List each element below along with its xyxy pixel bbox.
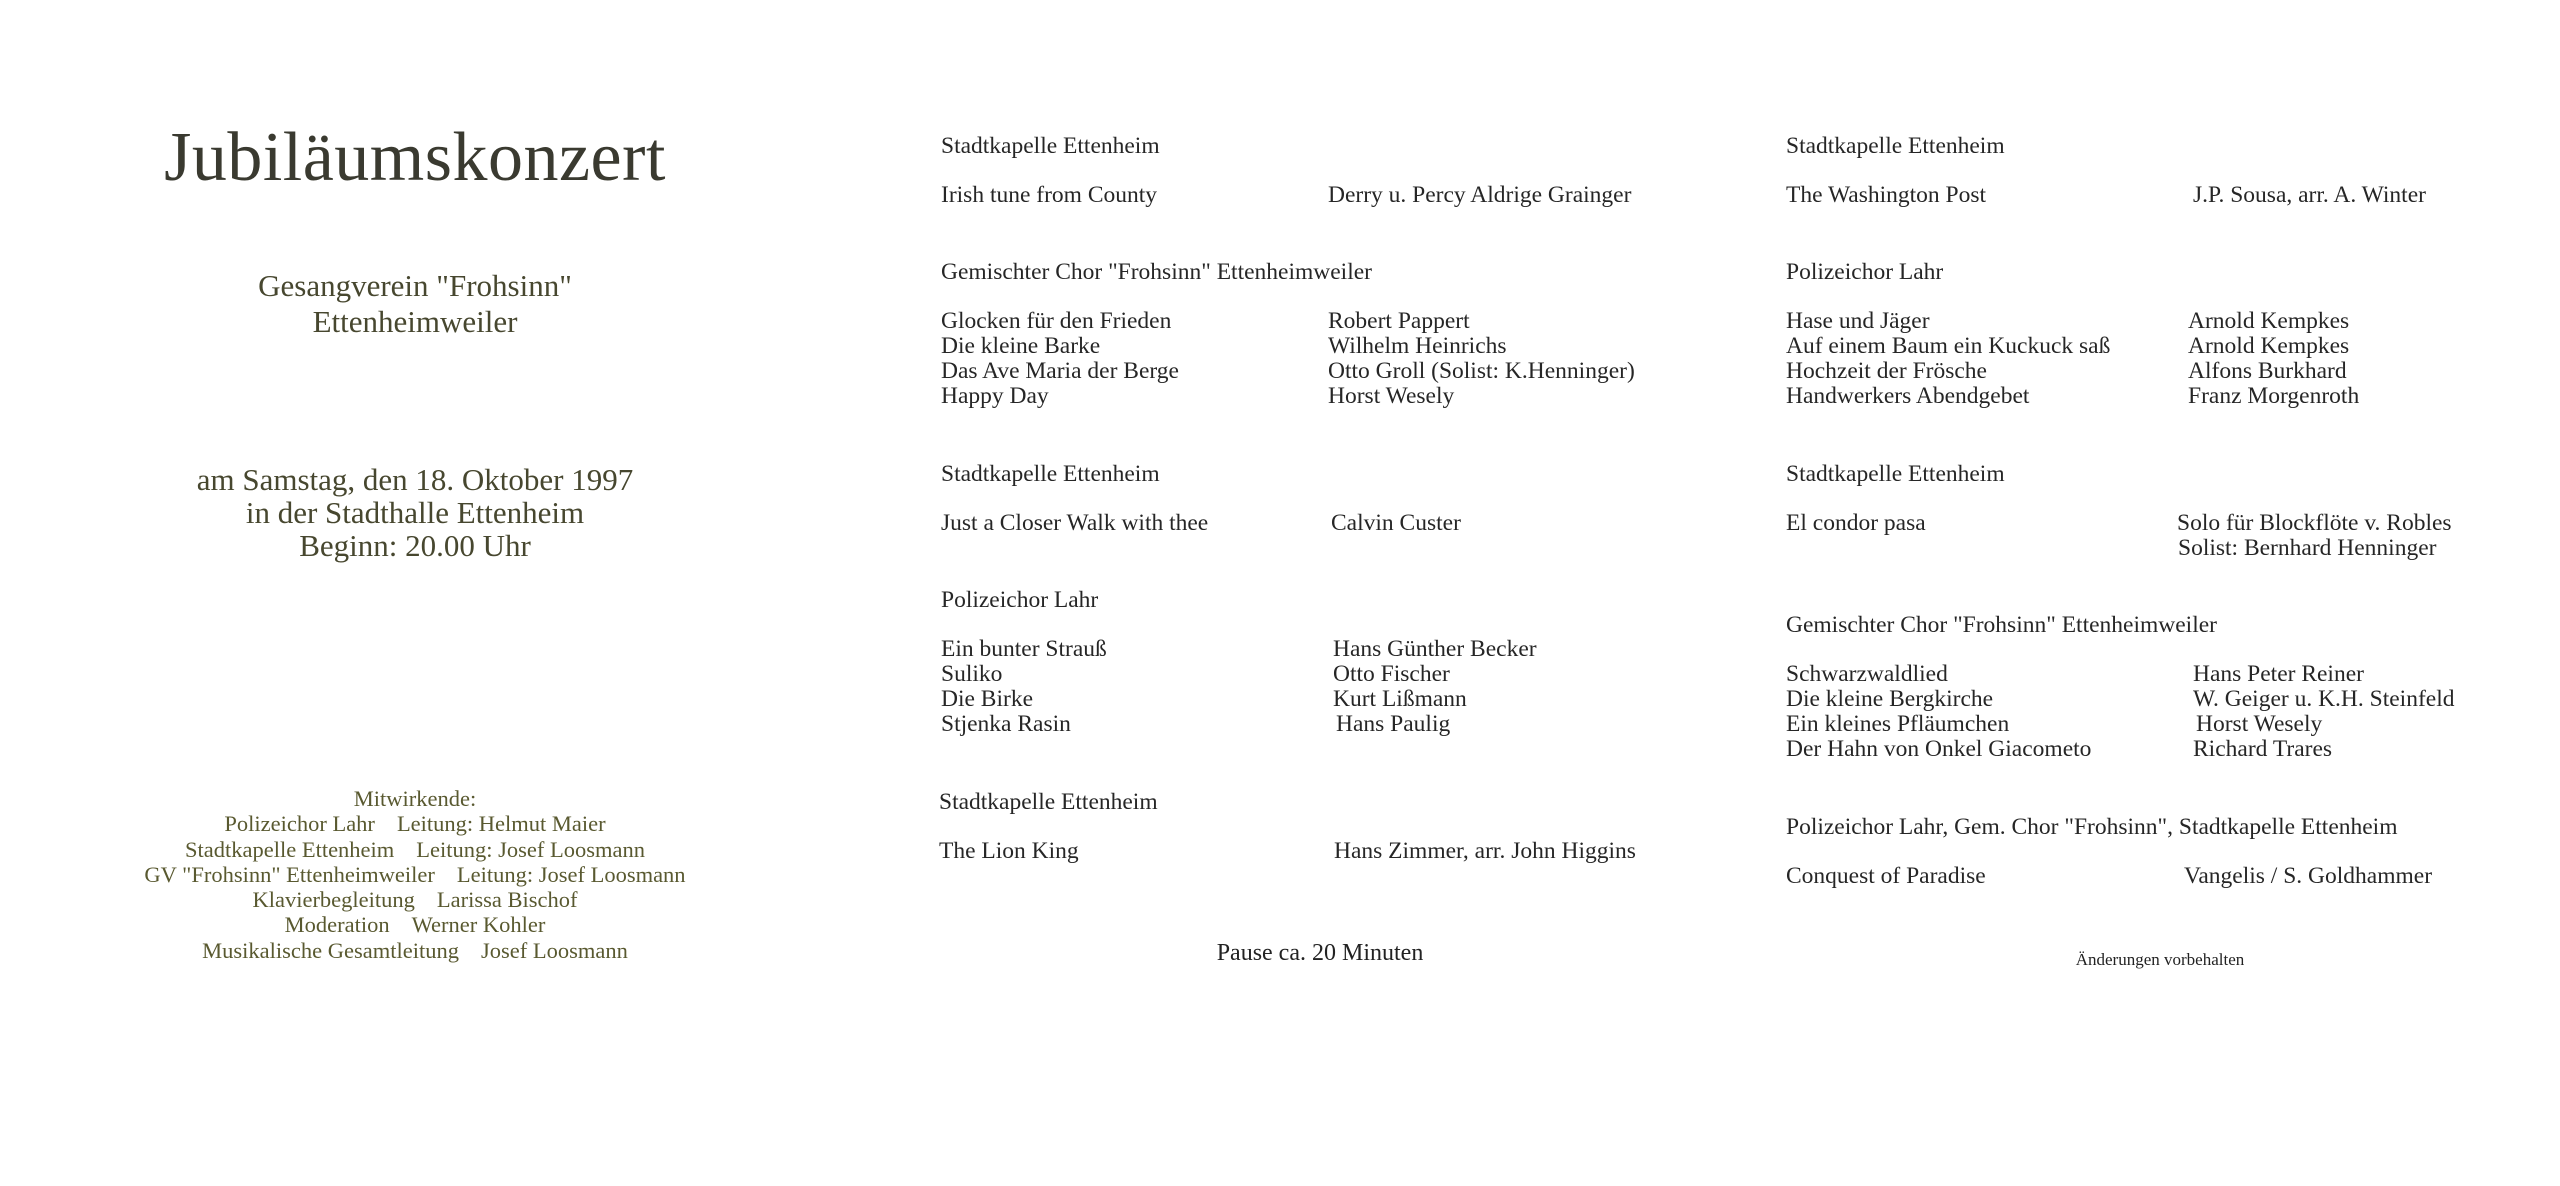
credit-name: Klavierbegleitung [252,887,415,913]
piece-composer: Alfons Burkhard [2188,358,2347,384]
ensemble-heading: Stadtkapelle Ettenheim [1786,133,2005,159]
ensemble-heading: Polizeichor Lahr [941,587,1099,613]
credit-name: GV "Frohsinn" Ettenheimweiler [144,861,435,887]
piece-title: Ein bunter Strauß [941,636,1107,662]
ensemble-heading: Stadtkapelle Ettenheim [939,789,1158,815]
piece-title: The Lion King [939,838,1079,864]
credits-heading: Mitwirkende: [353,786,477,811]
piece-title: Suliko [941,661,1003,687]
piece-title: Auf einem Baum ein Kuckuck saß [1786,333,2111,359]
piece-title: Stjenka Rasin [941,711,1071,737]
piece-title: Hochzeit der Frösche [1786,358,1987,384]
credit-role: Leitung: Josef Loosmann [416,836,646,862]
piece-composer: Vangelis / S. Goldhammer [2184,863,2433,889]
piece-composer: Calvin Custer [1331,510,1461,536]
piece-title: Conquest of Paradise [1786,863,1986,889]
club-name-line: Gesangverein "Frohsinn" [258,268,572,303]
piece-composer: Kurt Lißmann [1333,686,1467,712]
soloist-note: Solist: Bernhard Henninger [2178,535,2437,561]
ensemble-heading: Stadtkapelle Ettenheim [941,461,1160,487]
piece-title: Handwerkers Abendgebet [1786,383,2030,409]
piece-title: Die Birke [941,686,1034,712]
credit-name: Moderation [284,912,390,938]
ensemble-heading: Stadtkapelle Ettenheim [941,133,1160,159]
event-date: am Samstag, den 18. Oktober 1997 [196,462,634,497]
ensemble-heading: Gemischter Chor "Frohsinn" Ettenheimweiler [1786,612,2217,638]
piece-title: Ein kleines Pfläumchen [1786,711,2010,737]
piece-composer: Arnold Kempkes [2188,333,2350,359]
credit-role: Werner Kohler [411,912,546,938]
credit-name: Stadtkapelle Ettenheim [184,836,395,862]
piece-composer: Derry u. Percy Aldrige Grainger [1328,182,1632,208]
credit-name: Musikalische Gesamtleitung [202,937,459,963]
credit-role: Larissa Bischof [436,887,578,913]
ensemble-heading: Polizeichor Lahr, Gem. Chor "Frohsinn", Stadtkapelle Ettenheim [1786,814,2398,840]
piece-composer: W. Geiger u. K.H. Steinfeld [2193,686,2455,712]
piece-composer: Wilhelm Heinrichs [1328,333,1507,359]
piece-composer: Otto Groll (Solist: K.Henninger) [1328,358,1635,384]
piece-title: Die kleine Barke [941,333,1101,359]
piece-title: El condor pasa [1786,510,1926,536]
ensemble-heading: Gemischter Chor "Frohsinn" Ettenheimweiler [941,259,1372,285]
piece-composer: Franz Morgenroth [2188,383,2360,409]
credit-name: Polizeichor Lahr [224,811,375,837]
credit-role: Leitung: Josef Loosmann [456,861,686,887]
credit-role: Josef Loosmann [480,937,628,963]
piece-title: Das Ave Maria der Berge [941,358,1179,384]
piece-composer: Hans Paulig [1336,711,1451,737]
piece-title: Der Hahn von Onkel Giacometo [1786,736,2092,762]
piece-title: Glocken für den Frieden [941,308,1172,334]
piece-composer: Hans Günther Becker [1333,636,1537,662]
event-start-time: Beginn: 20.00 Uhr [299,528,531,563]
piece-composer: J.P. Sousa, arr. A. Winter [2193,182,2426,208]
piece-title: Die kleine Bergkirche [1786,686,1994,712]
piece-title: Schwarzwaldlied [1786,661,1948,687]
piece-title: The Washington Post [1786,182,1987,208]
piece-composer: Hans Peter Reiner [2193,661,2364,687]
ensemble-heading: Polizeichor Lahr [1786,259,1944,285]
piece-composer: Arnold Kempkes [2188,308,2350,334]
ensemble-heading: Stadtkapelle Ettenheim [1786,461,2005,487]
club-location-line: Ettenheimweiler [312,304,518,339]
piece-composer: Robert Pappert [1328,308,1470,334]
piece-title: Happy Day [941,383,1049,409]
piece-composer: Otto Fischer [1333,661,1450,687]
intermission-note: Pause ca. 20 Minuten [1216,940,1424,966]
credit-role: Leitung: Helmut Maier [396,811,606,837]
piece-title: Irish tune from County [941,182,1158,208]
piece-composer: Solo für Blockflöte v. Robles [2177,510,2452,536]
piece-composer: Hans Zimmer, arr. John Higgins [1334,838,1636,864]
changes-reserved-note: Änderungen vorbehalten [2075,950,2245,969]
piece-title: Hase und Jäger [1786,308,1930,334]
piece-title: Just a Closer Walk with thee [941,510,1209,536]
event-venue: in der Stadthalle Ettenheim [245,495,585,530]
piece-composer: Horst Wesely [1328,383,1455,409]
piece-composer: Richard Trares [2193,736,2333,762]
piece-composer: Horst Wesely [2196,711,2323,737]
concert-title: Jubiläumskonzert [164,119,666,196]
